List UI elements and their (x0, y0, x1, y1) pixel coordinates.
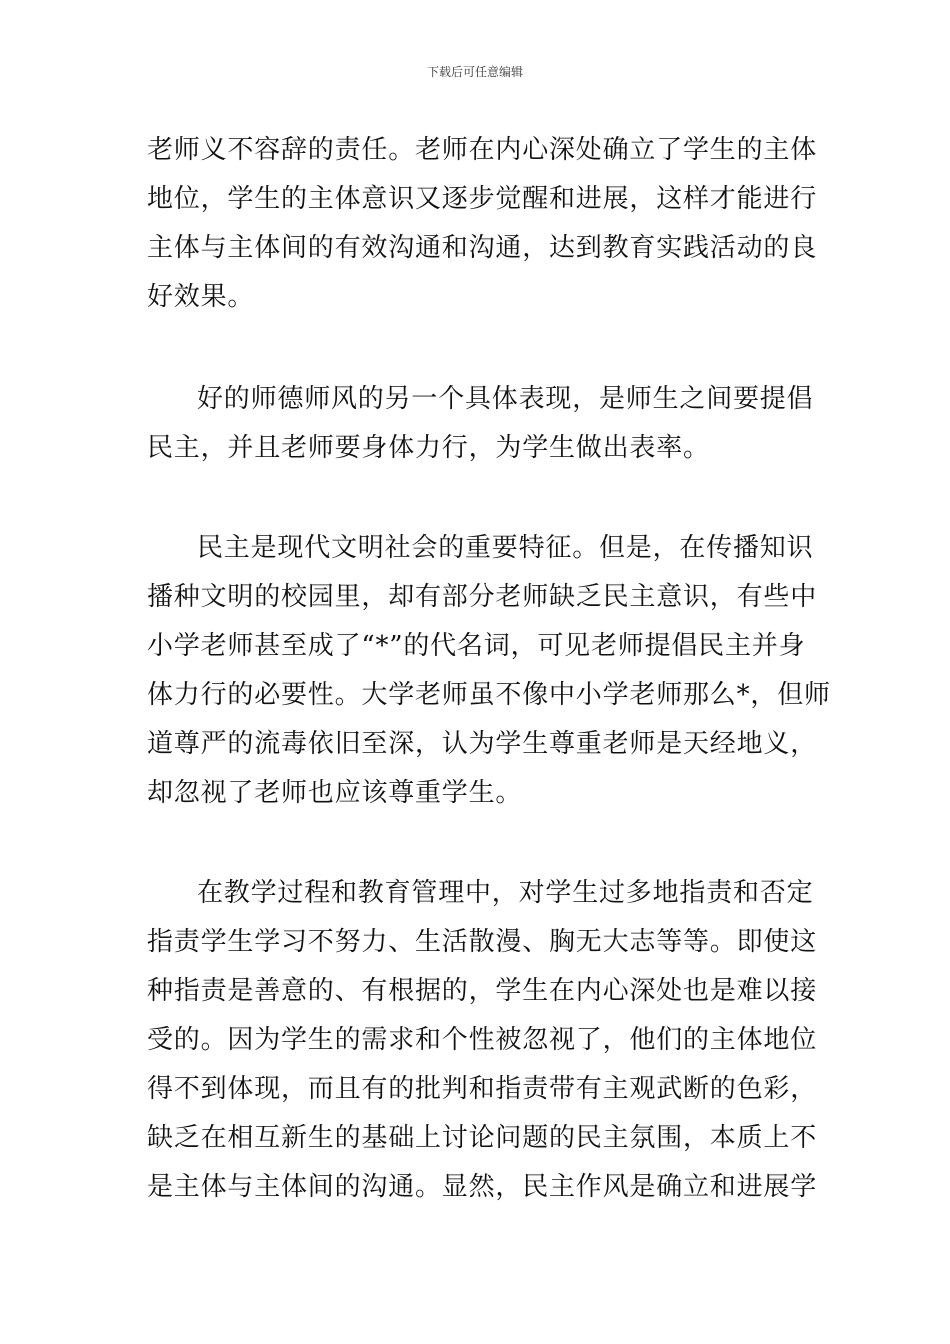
paragraph-3-line-1: 民主是现代文明社会的重要特征。但是，在传播知识 (197, 533, 814, 563)
paragraph-2-line-1: 好的师德师风的另一个具体表现，是师生之间要提倡 (197, 384, 814, 414)
paragraph-4-line-7: 是主体与主体间的沟通。显然，民主作风是确立和进展学 (147, 1172, 818, 1202)
paragraph-4-line-5: 得不到体现，而且有的批判和指责带有主观武断的色彩， (147, 1074, 818, 1104)
page-header: 下载后可任意编辑 (426, 65, 523, 79)
paragraph-1-line-1: 老师义不容辞的责任。老师在内心深处确立了学生的主体 (147, 135, 818, 165)
paragraph-3-line-6: 却忽视了老师也应该尊重学生。 (147, 778, 523, 808)
paragraph-4-line-4: 受的。因为学生的需求和个性被忽视了，他们的主体地位 (147, 1025, 818, 1055)
paragraph-3-line-3: 小学老师甚至成了“*”的代名词，可见老师提倡民主并身 (147, 631, 806, 661)
paragraph-4-line-2: 指责学生学习不努力、生活散漫、胸无大志等等。即使这 (147, 927, 818, 957)
paragraph-1-line-4: 好效果。 (147, 282, 255, 312)
paragraph-4-line-6: 缺乏在相互新生的基础上讨论问题的民主氛围，本质上不 (147, 1123, 818, 1153)
paragraph-1-line-2: 地位，学生的主体意识又逐步觉醒和进展，这样才能进行 (147, 184, 818, 214)
paragraph-2-line-2: 民主，并且老师要身体力行，为学生做出表率。 (147, 433, 710, 463)
paragraph-4-line-3: 种指责是善意的、有根据的，学生在内心深处也是难以接 (147, 976, 818, 1006)
paragraph-3-line-2: 播种文明的校园里，却有部分老师缺乏民主意识，有些中 (147, 582, 818, 612)
paragraph-3-line-4: 体力行的必要性。大学老师虽不像中小学老师那么*，但师 (147, 680, 831, 710)
paragraph-3-line-5: 道尊严的流毒依旧至深，认为学生尊重老师是天经地义， (147, 729, 818, 759)
paragraph-4-line-1: 在教学过程和教育管理中，对学生过多地指责和否定 (197, 878, 814, 908)
paragraph-1-line-3: 主体与主体间的有效沟通和沟通，达到教育实践活动的良 (147, 233, 818, 263)
